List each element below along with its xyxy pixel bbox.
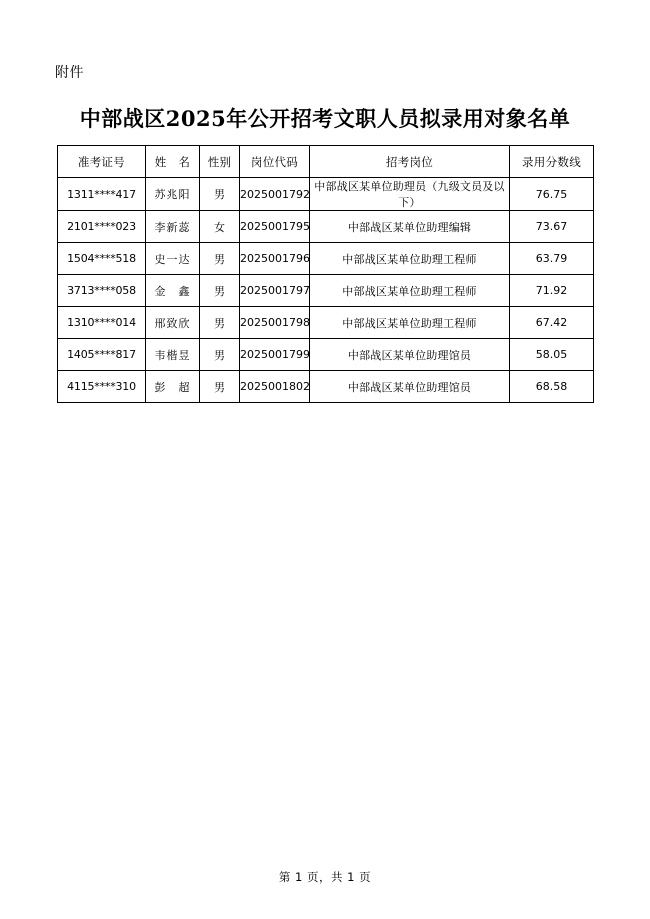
cell-post-code: 2025001799 bbox=[240, 339, 310, 371]
table-row bbox=[58, 371, 594, 403]
cell-name: 邢致欣 bbox=[146, 307, 200, 339]
cell-name: 史一达 bbox=[146, 243, 200, 275]
table-header-row bbox=[58, 146, 594, 178]
cell-sex: 男 bbox=[200, 275, 240, 307]
cell-sex: 男 bbox=[200, 243, 240, 275]
table-row bbox=[58, 275, 594, 307]
cell-post-code: 2025001802 bbox=[240, 371, 310, 403]
cell-exam-id: 4115****310 bbox=[58, 371, 146, 403]
column-header-post: 招考岗位 bbox=[310, 146, 510, 178]
cell-post: 中部战区某单位助理馆员 bbox=[310, 371, 510, 403]
cell-score: 71.92 bbox=[510, 275, 594, 307]
cell-score: 58.05 bbox=[510, 339, 594, 371]
attachment-label: 附件 bbox=[55, 65, 84, 81]
cell-name: 金 鑫 bbox=[146, 275, 200, 307]
cell-sex: 女 bbox=[200, 211, 240, 243]
page-title: 中部战区2025年公开招考文职人员拟录用对象名单 bbox=[79, 106, 571, 131]
candidate-list-table bbox=[57, 145, 594, 403]
cell-exam-id: 1311****417 bbox=[58, 178, 146, 211]
cell-name: 韦楷昱 bbox=[146, 339, 200, 371]
cell-post-code: 2025001796 bbox=[240, 243, 310, 275]
table-row bbox=[58, 243, 594, 275]
cell-exam-id: 1310****014 bbox=[58, 307, 146, 339]
cell-sex: 男 bbox=[200, 339, 240, 371]
cell-post-code: 2025001795 bbox=[240, 211, 310, 243]
cell-post-code: 2025001797 bbox=[240, 275, 310, 307]
table-row bbox=[58, 178, 594, 211]
column-header-score: 录用分数线 bbox=[510, 146, 594, 178]
cell-score: 68.58 bbox=[510, 371, 594, 403]
cell-name: 苏兆阳 bbox=[146, 178, 200, 211]
cell-sex: 男 bbox=[200, 178, 240, 211]
cell-exam-id: 1504****518 bbox=[58, 243, 146, 275]
cell-score: 73.67 bbox=[510, 211, 594, 243]
column-header-post-code: 岗位代码 bbox=[240, 146, 310, 178]
cell-score: 63.79 bbox=[510, 243, 594, 275]
cell-post: 中部战区某单位助理工程师 bbox=[310, 307, 510, 339]
cell-post: 中部战区某单位助理馆员 bbox=[310, 339, 510, 371]
cell-post-code: 2025001792 bbox=[240, 178, 310, 211]
cell-post-code: 2025001798 bbox=[240, 307, 310, 339]
column-header-name: 姓 名 bbox=[146, 146, 200, 178]
cell-post: 中部战区某单位助理工程师 bbox=[310, 243, 510, 275]
page-footer: 第 1 页，共 1 页 bbox=[278, 870, 372, 884]
table-row bbox=[58, 307, 594, 339]
cell-exam-id: 2101****023 bbox=[58, 211, 146, 243]
cell-score: 76.75 bbox=[510, 178, 594, 211]
cell-sex: 男 bbox=[200, 371, 240, 403]
cell-post: 中部战区某单位助理员（九级文员及以下） bbox=[310, 178, 510, 211]
column-header-exam-id: 准考证号 bbox=[58, 146, 146, 178]
table-row bbox=[58, 211, 594, 243]
cell-exam-id: 1405****817 bbox=[58, 339, 146, 371]
cell-score: 67.42 bbox=[510, 307, 594, 339]
column-header-sex: 性别 bbox=[200, 146, 240, 178]
cell-name: 彭 超 bbox=[146, 371, 200, 403]
cell-post: 中部战区某单位助理工程师 bbox=[310, 275, 510, 307]
cell-exam-id: 3713****058 bbox=[58, 275, 146, 307]
cell-sex: 男 bbox=[200, 307, 240, 339]
cell-post: 中部战区某单位助理编辑 bbox=[310, 211, 510, 243]
cell-name: 李新蕊 bbox=[146, 211, 200, 243]
table-row bbox=[58, 339, 594, 371]
